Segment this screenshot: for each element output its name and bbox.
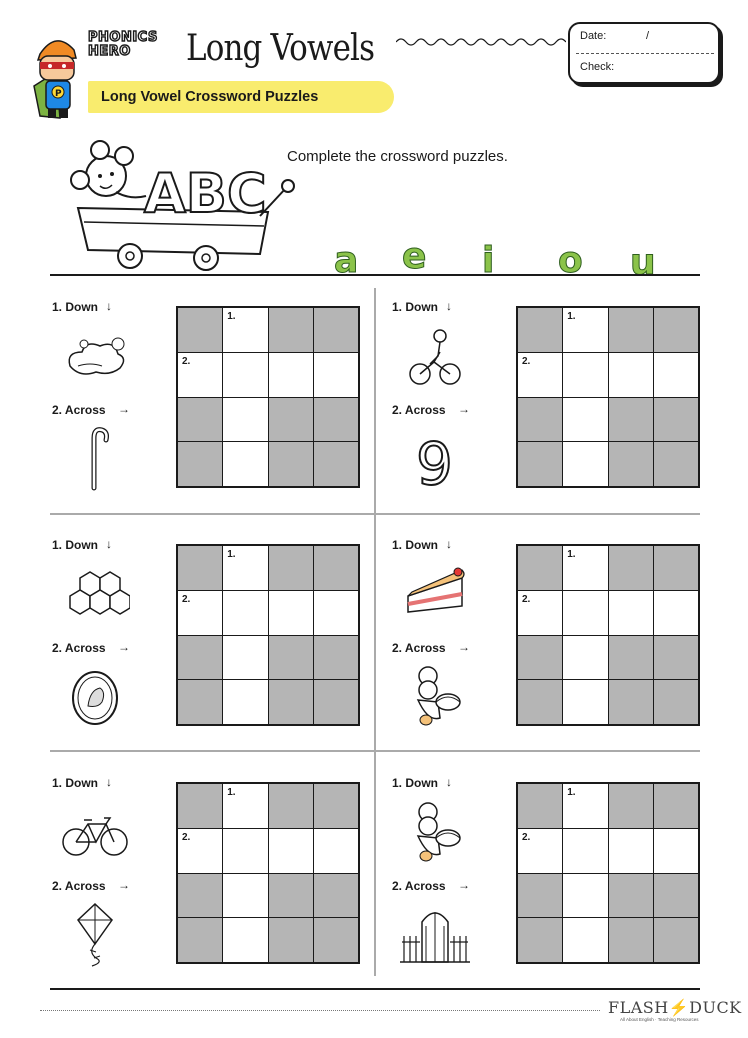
blocked-cell — [609, 636, 653, 680]
clue-number-2: 2. — [522, 355, 531, 367]
blocked-cell — [654, 784, 698, 828]
down-clue-label: 1. Down — [392, 300, 439, 314]
bicycle-icon — [60, 798, 130, 866]
page-subtitle: Long Vowel Crossword Puzzles — [101, 89, 319, 105]
blocked-cell — [654, 442, 698, 486]
crossword-grid — [516, 782, 700, 964]
answer-cell[interactable] — [223, 591, 267, 635]
down-clue-label: 1. Down — [392, 538, 439, 552]
answer-cell[interactable] — [269, 591, 313, 635]
blocked-cell — [314, 442, 358, 486]
down-clue-label: 1. Down — [52, 776, 99, 790]
vowel-a: a — [334, 240, 359, 278]
blocked-cell — [178, 308, 222, 352]
answer-cell[interactable] — [314, 829, 358, 873]
blocked-cell — [314, 308, 358, 352]
blocked-cell — [518, 874, 562, 918]
answer-cell[interactable] — [518, 591, 562, 635]
answer-cell[interactable] — [223, 308, 267, 352]
across-arrow-icon: → — [458, 402, 470, 416]
blocked-cell — [314, 874, 358, 918]
down-arrow-icon: ↓ — [106, 537, 112, 551]
coin-icon — [60, 662, 130, 730]
brand-tagline: All About English · Teaching Resources — [620, 1017, 699, 1022]
blocked-cell — [609, 918, 653, 962]
blocked-cell — [518, 398, 562, 442]
across-arrow-icon: → — [118, 402, 130, 416]
blocked-cell — [518, 636, 562, 680]
answer-cell[interactable] — [223, 874, 267, 918]
blocked-cell — [314, 918, 358, 962]
clue-number-2: 2. — [522, 831, 531, 843]
blocked-cell — [654, 918, 698, 962]
answer-cell[interactable] — [563, 918, 607, 962]
down-arrow-icon: ↓ — [106, 775, 112, 789]
clue-number-1: 1. — [567, 311, 576, 322]
blocked-cell — [518, 784, 562, 828]
bike-rider-icon — [400, 322, 470, 390]
blocked-cell — [269, 874, 313, 918]
down-clue-label: 1. Down — [52, 300, 99, 314]
crossword-grid — [176, 544, 360, 726]
blocked-cell — [269, 680, 313, 724]
intro-divider — [50, 274, 700, 276]
down-clue-label: 1. Down — [52, 538, 99, 552]
date-check-box — [568, 22, 720, 84]
blocked-cell — [269, 308, 313, 352]
blocked-cell — [269, 442, 313, 486]
clue-number-1: 1. — [567, 549, 576, 560]
clue-number-2: 2. — [182, 831, 191, 843]
answer-cell[interactable] — [609, 353, 653, 397]
blocked-cell — [609, 874, 653, 918]
clue-number-1: 1. — [227, 787, 236, 798]
clue-number-2: 2. — [182, 355, 191, 367]
blocked-cell — [609, 308, 653, 352]
answer-cell[interactable] — [563, 442, 607, 486]
answer-cell[interactable] — [609, 591, 653, 635]
answer-cell[interactable] — [223, 784, 267, 828]
answer-cell[interactable] — [563, 398, 607, 442]
chef-icon — [400, 798, 470, 866]
kite-icon — [60, 900, 130, 968]
vowel-e: e — [402, 236, 427, 277]
answer-cell[interactable] — [654, 829, 698, 873]
answer-cell[interactable] — [654, 353, 698, 397]
svg-text:P: P — [55, 89, 62, 99]
answer-cell[interactable] — [223, 398, 267, 442]
answer-cell[interactable] — [178, 591, 222, 635]
clue-number-1: 1. — [227, 549, 236, 560]
answer-cell[interactable] — [563, 874, 607, 918]
blocked-cell — [609, 546, 653, 590]
brand-logo — [608, 998, 742, 1017]
blocked-cell — [178, 636, 222, 680]
blocked-cell — [518, 918, 562, 962]
footer-divider — [50, 988, 700, 990]
date-divider — [576, 53, 714, 54]
logo-line-1: PHONICS — [88, 30, 158, 45]
crossword-grid — [176, 306, 360, 488]
across-clue-label: 2. Across — [392, 879, 446, 893]
vowel-i: i — [482, 240, 495, 278]
svg-text:ABC: ABC — [144, 162, 267, 225]
answer-cell[interactable] — [178, 829, 222, 873]
chef-icon — [400, 662, 470, 730]
down-arrow-icon: ↓ — [446, 537, 452, 551]
clue-number-1: 1. — [227, 311, 236, 322]
wagon-girl-illustration — [60, 136, 300, 277]
answer-cell[interactable] — [518, 829, 562, 873]
blocked-cell — [269, 918, 313, 962]
blocked-cell — [178, 398, 222, 442]
blocked-cell — [314, 784, 358, 828]
blocked-cell — [609, 442, 653, 486]
across-clue-label: 2. Across — [52, 879, 106, 893]
answer-cell[interactable] — [223, 353, 267, 397]
blocked-cell — [314, 546, 358, 590]
across-arrow-icon: → — [118, 878, 130, 892]
blocked-cell — [518, 442, 562, 486]
blocked-cell — [609, 784, 653, 828]
blocked-cell — [178, 442, 222, 486]
svg-text:9: 9 — [416, 430, 453, 492]
answer-cell[interactable] — [563, 829, 607, 873]
answer-cell[interactable] — [563, 353, 607, 397]
answer-cell[interactable] — [269, 353, 313, 397]
answer-cell[interactable] — [314, 591, 358, 635]
crossword-grid — [516, 306, 700, 488]
blocked-cell — [654, 308, 698, 352]
blocked-cell — [314, 636, 358, 680]
mascot-icon — [26, 26, 88, 125]
answer-cell[interactable] — [563, 784, 607, 828]
gate-icon — [400, 900, 470, 968]
clue-number-2: 2. — [522, 593, 531, 605]
answer-cell[interactable] — [563, 680, 607, 724]
blocked-cell — [654, 636, 698, 680]
blocked-cell — [654, 546, 698, 590]
brand-text-1: FLASH — [608, 998, 669, 1017]
honeycomb-icon — [60, 560, 130, 628]
down-arrow-icon: ↓ — [446, 299, 452, 313]
blocked-cell — [314, 398, 358, 442]
blocked-cell — [269, 398, 313, 442]
answer-cell[interactable] — [563, 636, 607, 680]
date-label: Date: — [580, 30, 607, 42]
across-arrow-icon: → — [458, 878, 470, 892]
answer-cell[interactable] — [269, 829, 313, 873]
blocked-cell — [654, 398, 698, 442]
blocked-cell — [269, 636, 313, 680]
cloud-icon — [60, 322, 130, 390]
blocked-cell — [654, 874, 698, 918]
pie-slice-icon — [400, 560, 470, 628]
blocked-cell — [269, 546, 313, 590]
clue-number-1: 1. — [567, 787, 576, 798]
across-arrow-icon: → — [458, 640, 470, 654]
blocked-cell — [314, 680, 358, 724]
down-arrow-icon: ↓ — [106, 299, 112, 313]
number-nine-icon — [400, 424, 470, 492]
check-label: Check: — [580, 61, 615, 73]
crossword-grid — [516, 544, 700, 726]
blocked-cell — [609, 680, 653, 724]
row-divider-2 — [50, 750, 700, 752]
across-clue-label: 2. Across — [392, 403, 446, 417]
date-separator: / — [646, 30, 650, 42]
logo-line-2: HERO — [88, 44, 131, 59]
answer-cell[interactable] — [178, 353, 222, 397]
down-clue-label: 1. Down — [392, 776, 439, 790]
answer-cell[interactable] — [223, 918, 267, 962]
answer-cell[interactable] — [223, 829, 267, 873]
blocked-cell — [178, 874, 222, 918]
across-clue-label: 2. Across — [392, 641, 446, 655]
blocked-cell — [518, 546, 562, 590]
across-clue-label: 2. Across — [52, 641, 106, 655]
bolt-icon: ⚡ — [668, 998, 690, 1017]
across-arrow-icon: → — [118, 640, 130, 654]
row-divider-1 — [50, 513, 700, 515]
answer-cell[interactable] — [223, 546, 267, 590]
logo-text — [88, 31, 180, 59]
blocked-cell — [178, 680, 222, 724]
brand-text-2: DUCK — [689, 998, 742, 1017]
across-clue-label: 2. Across — [52, 403, 106, 417]
instruction-text: Complete the crossword puzzles. — [287, 148, 508, 165]
crossword-grid — [176, 782, 360, 964]
clue-number-2: 2. — [182, 593, 191, 605]
answer-cell[interactable] — [314, 353, 358, 397]
vowel-u: u — [630, 242, 656, 278]
answer-cell[interactable] — [563, 591, 607, 635]
blocked-cell — [178, 546, 222, 590]
footer-dotted-line — [40, 1010, 600, 1011]
answer-cell[interactable] — [223, 442, 267, 486]
blocked-cell — [518, 680, 562, 724]
cane-icon — [60, 424, 130, 492]
blocked-cell — [178, 918, 222, 962]
blocked-cell — [178, 784, 222, 828]
blocked-cell — [609, 398, 653, 442]
blocked-cell — [518, 308, 562, 352]
page-title: Long Vowels — [186, 28, 375, 69]
answer-cell[interactable] — [609, 829, 653, 873]
column-divider — [374, 288, 376, 976]
answer-cell[interactable] — [563, 308, 607, 352]
down-arrow-icon: ↓ — [446, 775, 452, 789]
vowel-o: o — [558, 240, 583, 278]
blocked-cell — [654, 680, 698, 724]
wavy-line — [396, 34, 566, 50]
blocked-cell — [269, 784, 313, 828]
answer-cell[interactable] — [654, 591, 698, 635]
answer-cell[interactable] — [518, 353, 562, 397]
answer-cell[interactable] — [563, 546, 607, 590]
answer-cell[interactable] — [223, 636, 267, 680]
answer-cell[interactable] — [223, 680, 267, 724]
